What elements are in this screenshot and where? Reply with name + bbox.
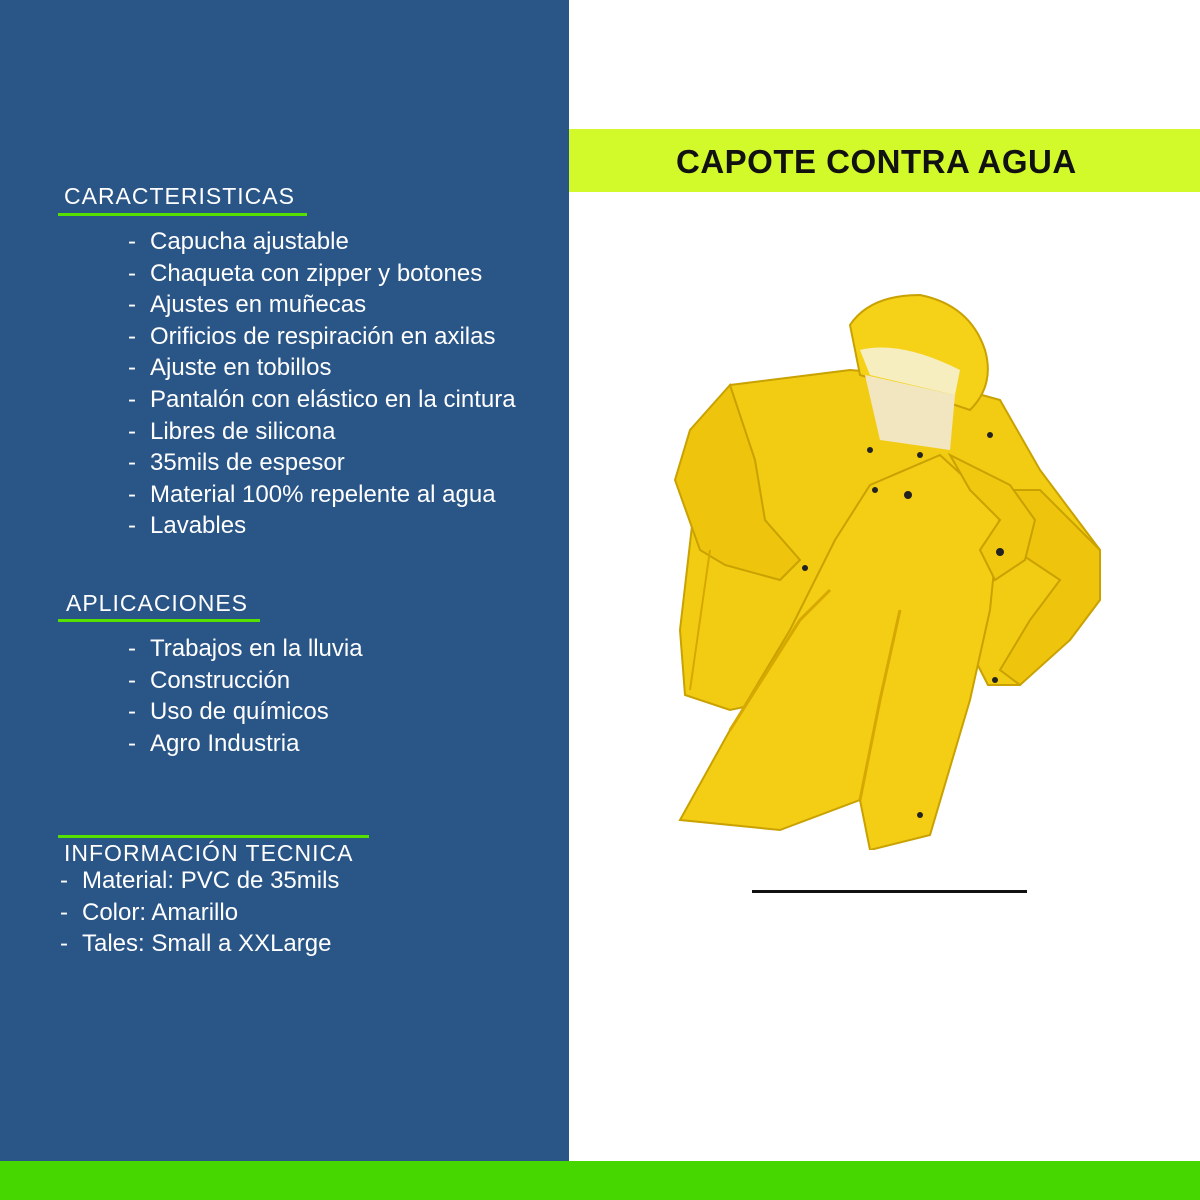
caracteristicas-list xyxy=(128,226,516,542)
left-panel xyxy=(0,0,569,1161)
page-title: CAPOTE CONTRA AGUA xyxy=(676,143,1077,180)
bottom-bar xyxy=(0,1161,1200,1200)
list-item: - Trabajos en la lluvia xyxy=(128,635,363,662)
list-item: - Pantalón con elástico en la cintura xyxy=(128,385,516,413)
list-item: - Construcción xyxy=(128,666,291,694)
raincoat-product-image xyxy=(670,290,1110,850)
list-item: - Material 100% repelente al agua xyxy=(128,480,496,508)
aplicaciones-heading: APLICACIONES xyxy=(66,590,248,616)
list-item: - Ajustes en muñecas xyxy=(128,291,367,319)
list-item: - Tales: Small a XXLarge xyxy=(60,930,332,958)
list-item: - Ajuste en tobillos xyxy=(128,354,332,382)
list-item: - Libres de silicona xyxy=(128,417,336,445)
aplicaciones-list xyxy=(128,633,363,759)
title-bar xyxy=(569,129,1200,192)
list-item: - Color: Amarillo xyxy=(60,898,239,926)
list-item: - Orificios de respiración en axilas xyxy=(128,322,496,350)
informacion-heading: INFORMACIÓN TECNICA xyxy=(64,840,354,866)
list-item: - 35mils de espesor xyxy=(128,449,345,477)
informacion-list xyxy=(60,865,339,960)
caracteristicas-underline xyxy=(58,213,307,216)
list-item: - Material: PVC de 35mils xyxy=(60,867,340,894)
list-item: - Chaqueta con zipper y botones xyxy=(128,259,483,287)
caracteristicas-heading: CARACTERISTICAS xyxy=(64,183,295,209)
aplicaciones-underline xyxy=(58,619,260,622)
yellow-raincoat-icon xyxy=(670,290,1110,850)
list-item: - Agro Industria xyxy=(128,729,300,757)
image-underline xyxy=(752,890,1027,893)
list-item: - Uso de químicos xyxy=(128,698,329,726)
list-item: - Capucha ajustable xyxy=(128,228,349,255)
list-item: - Lavables xyxy=(128,512,247,540)
informacion-overline xyxy=(58,835,369,838)
